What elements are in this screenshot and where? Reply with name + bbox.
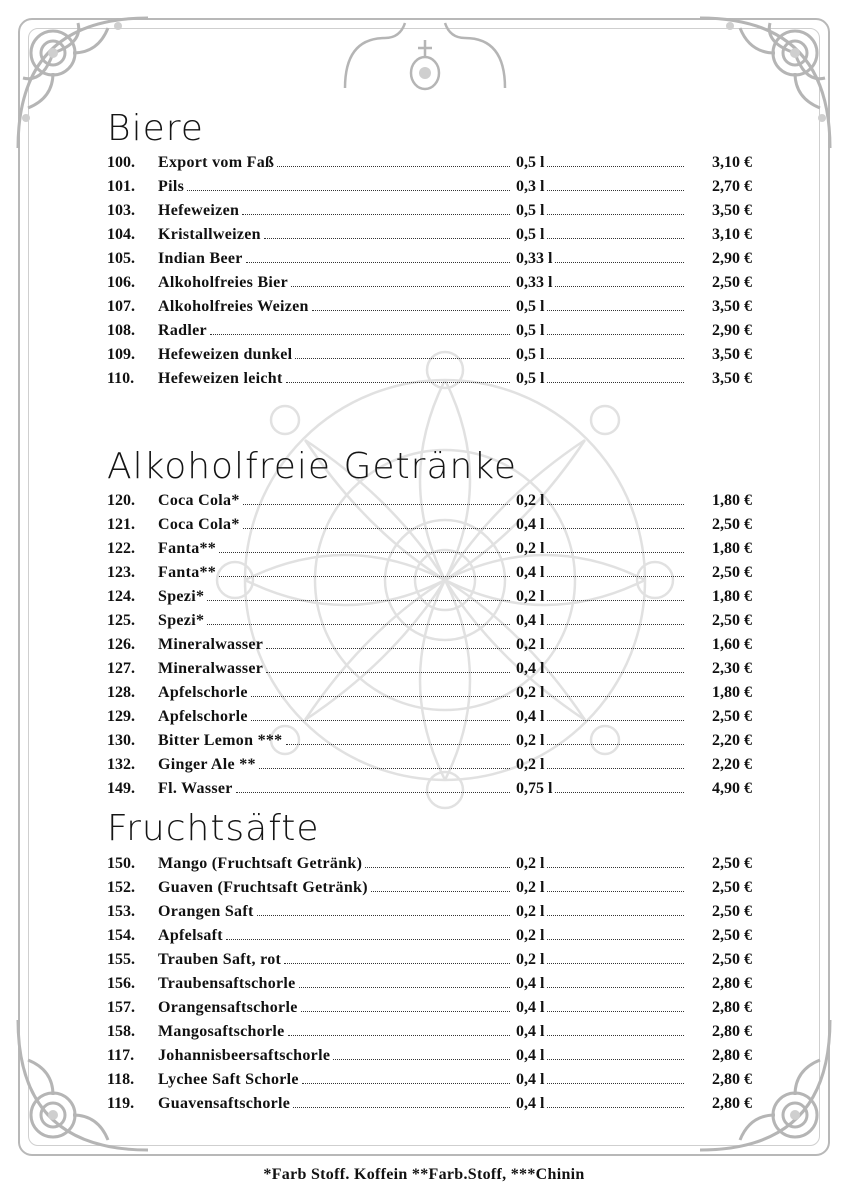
item-volume: 0,5 l (516, 322, 545, 339)
item-number: 121. (107, 516, 135, 533)
item-number: 150. (107, 855, 135, 872)
item-name: Mineralwasser (158, 636, 264, 653)
item-name: Ginger Ale ** (158, 756, 256, 773)
item-volume: 0,5 l (516, 370, 545, 387)
menu-item (0, 176, 848, 200)
item-number: 109. (107, 346, 135, 363)
item-name: Alkoholfreies Weizen (158, 298, 309, 315)
menu-item (0, 296, 848, 320)
dot-leader (547, 975, 684, 988)
item-volume: 0,4 l (516, 1095, 545, 1112)
item-number: 119. (107, 1095, 135, 1112)
item-number: 127. (107, 660, 135, 677)
item-number: 118. (107, 1071, 135, 1088)
item-name: Mangosaftschorle (158, 1023, 285, 1040)
dot-leader (555, 250, 684, 263)
item-name: Apfelschorle (158, 708, 248, 725)
dot-leader (312, 298, 510, 311)
menu-item (0, 368, 848, 392)
dot-leader (547, 999, 684, 1012)
item-volume: 0,2 l (516, 492, 545, 509)
item-name: Coca Cola* (158, 516, 240, 533)
item-volume: 0,5 l (516, 226, 545, 243)
item-price: 3,50 € (712, 202, 752, 219)
item-price: 2,50 € (712, 612, 752, 629)
item-name: Apfelschorle (158, 684, 248, 701)
item-volume: 0,2 l (516, 588, 545, 605)
item-price: 2,70 € (712, 178, 752, 195)
dot-leader (291, 274, 510, 287)
dot-leader (547, 684, 684, 697)
dot-leader (547, 708, 684, 721)
dot-leader (266, 636, 510, 649)
item-number: 100. (107, 154, 135, 171)
dot-leader (333, 1047, 510, 1060)
menu-item (0, 853, 848, 877)
item-name: Hefeweizen leicht (158, 370, 283, 387)
item-name: Spezi* (158, 588, 205, 605)
item-volume: 0,2 l (516, 636, 545, 653)
dot-leader (210, 322, 510, 335)
item-price: 3,10 € (712, 154, 752, 171)
menu-item (0, 272, 848, 296)
menu-item (0, 610, 848, 634)
item-name: Fl. Wasser (158, 780, 233, 797)
item-name: Indian Beer (158, 250, 243, 267)
item-volume: 0,5 l (516, 346, 545, 363)
item-number: 110. (107, 370, 135, 387)
dot-leader (547, 370, 684, 383)
menu-item (0, 877, 848, 901)
item-price: 2,50 € (712, 951, 752, 968)
item-price: 2,50 € (712, 708, 752, 725)
menu-item (0, 1045, 848, 1069)
item-number: 158. (107, 1023, 135, 1040)
item-price: 4,90 € (712, 780, 752, 797)
menu-item (0, 224, 848, 248)
item-volume: 0,75 l (516, 780, 553, 797)
menu-item (0, 152, 848, 176)
item-price: 2,80 € (712, 999, 752, 1016)
item-number: 123. (107, 564, 135, 581)
item-volume: 0,2 l (516, 540, 545, 557)
section-title-biere: Biere (107, 108, 204, 149)
item-volume: 0,5 l (516, 298, 545, 315)
menu-item (0, 586, 848, 610)
item-number: 154. (107, 927, 135, 944)
item-price: 2,20 € (712, 732, 752, 749)
item-name: Guaven (Fruchtsaft Getränk) (158, 879, 368, 896)
menu-item (0, 997, 848, 1021)
item-price: 2,50 € (712, 516, 752, 533)
menu-item (0, 634, 848, 658)
menu-item (0, 706, 848, 730)
item-number: 157. (107, 999, 135, 1016)
dot-leader (286, 370, 510, 383)
dot-leader (547, 492, 684, 505)
item-price: 3,10 € (712, 226, 752, 243)
item-name: Lychee Saft Schorle (158, 1071, 299, 1088)
item-name: Mango (Fruchtsaft Getränk) (158, 855, 363, 872)
item-volume: 0,2 l (516, 951, 545, 968)
item-number: 104. (107, 226, 135, 243)
item-volume: 0,4 l (516, 708, 545, 725)
dot-leader (547, 154, 684, 167)
dot-leader (277, 154, 510, 167)
item-price: 2,80 € (712, 1023, 752, 1040)
dot-leader (293, 1095, 510, 1108)
item-price: 2,80 € (712, 1047, 752, 1064)
item-number: 120. (107, 492, 135, 509)
item-volume: 0,3 l (516, 178, 545, 195)
item-number: 117. (107, 1047, 135, 1064)
corner-ornament-top-right (690, 8, 840, 158)
item-price: 2,80 € (712, 1071, 752, 1088)
dot-leader (251, 684, 510, 697)
item-name: Orangensaftschorle (158, 999, 298, 1016)
item-price: 2,50 € (712, 927, 752, 944)
menu-item (0, 901, 848, 925)
item-number: 101. (107, 178, 135, 195)
item-price: 3,50 € (712, 370, 752, 387)
dot-leader (547, 660, 684, 673)
menu-item (0, 973, 848, 997)
item-price: 2,20 € (712, 756, 752, 773)
dot-leader (547, 756, 684, 769)
item-volume: 0,4 l (516, 612, 545, 629)
top-arch-ornament (340, 18, 510, 98)
item-price: 1,80 € (712, 540, 752, 557)
dot-leader (288, 1023, 510, 1036)
item-number: 107. (107, 298, 135, 315)
menu-item (0, 1069, 848, 1093)
dot-leader (547, 927, 684, 940)
item-volume: 0,2 l (516, 732, 545, 749)
dot-leader (286, 732, 511, 745)
dot-leader (264, 226, 510, 239)
menu-item (0, 562, 848, 586)
item-number: 128. (107, 684, 135, 701)
item-name: Export vom Faß (158, 154, 275, 171)
item-name: Fanta** (158, 564, 217, 581)
item-number: 156. (107, 975, 135, 992)
item-price: 2,50 € (712, 903, 752, 920)
dot-leader (547, 1047, 684, 1060)
item-name: Orangen Saft (158, 903, 254, 920)
dot-leader (207, 588, 510, 601)
menu-item (0, 1021, 848, 1045)
dot-leader (266, 660, 510, 673)
dot-leader (547, 346, 684, 359)
item-name: Mineralwasser (158, 660, 264, 677)
item-price: 2,50 € (712, 879, 752, 896)
dot-leader (547, 226, 684, 239)
item-volume: 0,5 l (516, 154, 545, 171)
dot-leader (547, 855, 684, 868)
item-volume: 0,4 l (516, 975, 545, 992)
item-price: 2,90 € (712, 250, 752, 267)
item-price: 2,80 € (712, 975, 752, 992)
dot-leader (547, 540, 684, 553)
dot-leader (365, 855, 510, 868)
item-name: Bitter Lemon *** (158, 732, 283, 749)
menu-item (0, 320, 848, 344)
item-name: Alkoholfreies Bier (158, 274, 288, 291)
item-volume: 0,5 l (516, 202, 545, 219)
dot-leader (284, 951, 510, 964)
item-volume: 0,33 l (516, 274, 553, 291)
item-name: Hefeweizen dunkel (158, 346, 293, 363)
dot-leader (246, 250, 510, 263)
dot-leader (242, 202, 510, 215)
item-volume: 0,4 l (516, 1071, 545, 1088)
menu-item (0, 538, 848, 562)
item-price: 1,80 € (712, 492, 752, 509)
menu-item (0, 925, 848, 949)
item-volume: 0,2 l (516, 879, 545, 896)
menu-item (0, 949, 848, 973)
item-price: 3,50 € (712, 298, 752, 315)
menu-item (0, 1093, 848, 1117)
item-price: 2,80 € (712, 1095, 752, 1112)
menu-item (0, 514, 848, 538)
item-name: Apfelsaft (158, 927, 223, 944)
dot-leader (299, 975, 510, 988)
item-number: 152. (107, 879, 135, 896)
dot-leader (251, 708, 510, 721)
dot-leader (219, 540, 510, 553)
dot-leader (547, 879, 684, 892)
dot-leader (226, 927, 510, 940)
dot-leader (243, 516, 510, 529)
item-volume: 0,4 l (516, 564, 545, 581)
item-number: 124. (107, 588, 135, 605)
dot-leader (371, 879, 510, 892)
dot-leader (547, 1095, 684, 1108)
section-title-fruchtsaefte: Fruchtsäfte (107, 808, 320, 849)
dot-leader (301, 999, 510, 1012)
menu-item (0, 682, 848, 706)
item-name: Pils (158, 178, 185, 195)
item-price: 2,90 € (712, 322, 752, 339)
menu-item (0, 490, 848, 514)
dot-leader (243, 492, 510, 505)
dot-leader (547, 951, 684, 964)
item-number: 125. (107, 612, 135, 629)
item-number: 132. (107, 756, 135, 773)
dot-leader (547, 903, 684, 916)
item-name: Johannisbeersaftschorle (158, 1047, 331, 1064)
dot-leader (547, 588, 684, 601)
item-price: 2,50 € (712, 564, 752, 581)
dot-leader (547, 564, 684, 577)
item-volume: 0,4 l (516, 660, 545, 677)
item-name: Coca Cola* (158, 492, 240, 509)
dot-leader (547, 178, 684, 191)
dot-leader (547, 516, 684, 529)
section-title-alkoholfreie-getraenke: Alkoholfreie Getränke (107, 446, 518, 487)
item-price: 2,50 € (712, 274, 752, 291)
item-name: Fanta** (158, 540, 217, 557)
dot-leader (547, 202, 684, 215)
menu-item (0, 658, 848, 682)
item-price: 3,50 € (712, 346, 752, 363)
menu-item (0, 778, 848, 802)
item-price: 1,80 € (712, 684, 752, 701)
dot-leader (259, 756, 510, 769)
item-name: Spezi* (158, 612, 205, 629)
dot-leader (547, 298, 684, 311)
item-volume: 0,4 l (516, 999, 545, 1016)
dot-leader (547, 1023, 684, 1036)
item-volume: 0,33 l (516, 250, 553, 267)
dot-leader (555, 274, 684, 287)
dot-leader (547, 322, 684, 335)
dot-leader (547, 612, 684, 625)
item-number: 149. (107, 780, 135, 797)
item-price: 1,60 € (712, 636, 752, 653)
item-volume: 0,4 l (516, 1023, 545, 1040)
dot-leader (295, 346, 510, 359)
item-number: 105. (107, 250, 135, 267)
item-number: 122. (107, 540, 135, 557)
item-name: Radler (158, 322, 207, 339)
item-number: 129. (107, 708, 135, 725)
menu-item (0, 754, 848, 778)
item-name: Traubensaftschorle (158, 975, 296, 992)
item-name: Kristallweizen (158, 226, 261, 243)
item-number: 103. (107, 202, 135, 219)
item-number: 108. (107, 322, 135, 339)
item-number: 126. (107, 636, 135, 653)
dot-leader (547, 1071, 684, 1084)
item-volume: 0,2 l (516, 903, 545, 920)
menu-item (0, 200, 848, 224)
item-number: 106. (107, 274, 135, 291)
item-volume: 0,2 l (516, 855, 545, 872)
item-volume: 0,4 l (516, 516, 545, 533)
dot-leader (207, 612, 510, 625)
item-name: Trauben Saft, rot (158, 951, 282, 968)
footnote: *Farb Stoff. Koffein **Farb.Stoff, ***Chinin (263, 1166, 585, 1183)
dot-leader (302, 1071, 510, 1084)
item-number: 155. (107, 951, 135, 968)
item-number: 153. (107, 903, 135, 920)
dot-leader (547, 636, 684, 649)
item-price: 1,80 € (712, 588, 752, 605)
item-volume: 0,2 l (516, 756, 545, 773)
menu-item (0, 344, 848, 368)
item-number: 130. (107, 732, 135, 749)
item-volume: 0,2 l (516, 927, 545, 944)
dot-leader (187, 178, 510, 191)
dot-leader (547, 732, 684, 745)
item-price: 2,50 € (712, 855, 752, 872)
item-volume: 0,4 l (516, 1047, 545, 1064)
dot-leader (555, 780, 684, 793)
menu-item (0, 730, 848, 754)
item-price: 2,30 € (712, 660, 752, 677)
item-name: Guavensaftschorle (158, 1095, 291, 1112)
menu-item (0, 248, 848, 272)
dot-leader (236, 780, 510, 793)
item-volume: 0,2 l (516, 684, 545, 701)
dot-leader (257, 903, 510, 916)
item-name: Hefeweizen (158, 202, 240, 219)
dot-leader (219, 564, 510, 577)
